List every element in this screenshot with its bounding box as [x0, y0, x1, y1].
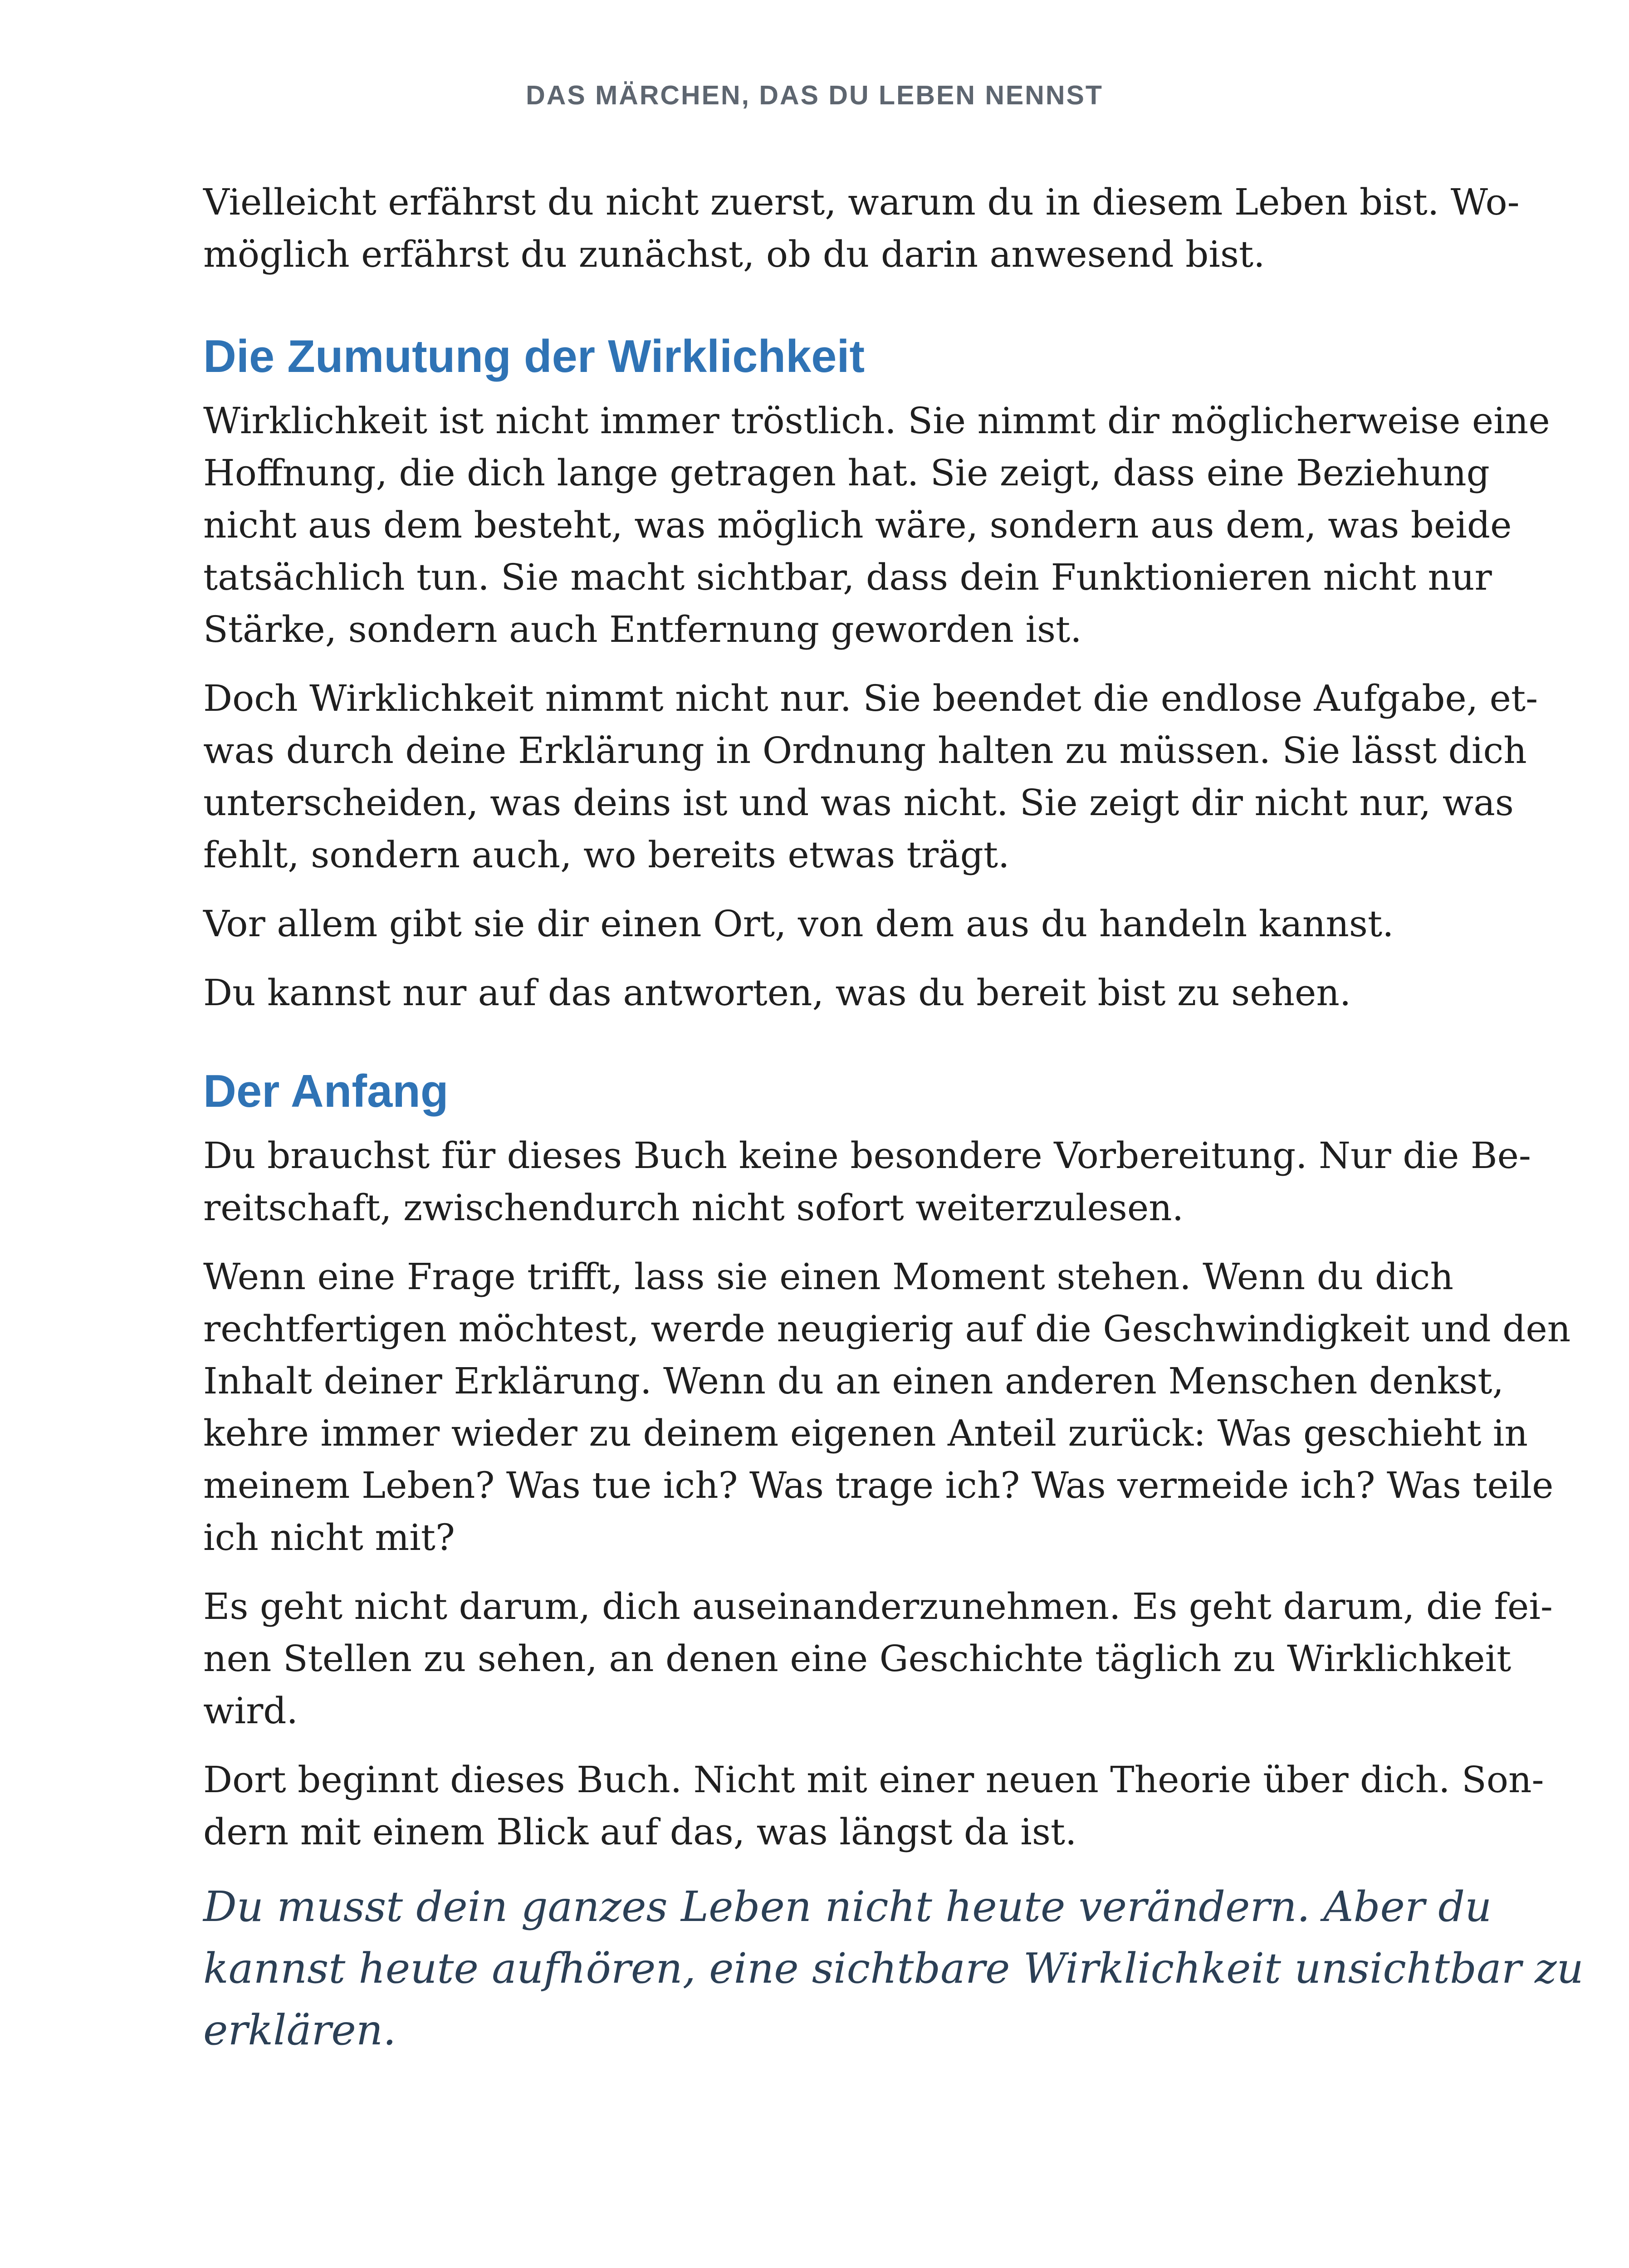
text-line: wird.	[203, 1690, 298, 1732]
text-line: Vor allem gibt sie dir einen Ort, von dem aus du handeln kannst.	[203, 903, 1394, 945]
text-line: rechtfertigen möchtest, werde neugierig auf die Geschwindigkeit und den	[203, 1308, 1571, 1350]
text-line: fehlt, sondern auch, wo bereits etwas trägt.	[203, 834, 1010, 876]
intro-paragraph	[203, 176, 1520, 280]
paragraph	[203, 672, 1538, 881]
paragraph	[203, 1754, 1544, 1858]
quote-line: erklären.	[203, 2006, 396, 2054]
quote-line: Du musst dein ganzes Leben nicht heute verändern. Aber du	[203, 1882, 1492, 1931]
quote-line: kannst heute aufhören, eine sichtbare Wirklichkeit unsichtbar zu	[203, 1944, 1584, 1993]
section-heading-anfang: Der Anfang	[203, 1066, 449, 1117]
text-line: Wirklichkeit ist nicht immer tröstlich. Sie nimmt dir möglicherweise eine	[203, 400, 1550, 442]
paragraph	[203, 898, 1487, 950]
text-line: Vielleicht erfährst du nicht zuerst, warum du in diesem Leben bist. Wo-	[203, 181, 1520, 223]
section-heading-wirklichkeit: Die Zumutung der Wirklichkeit	[203, 331, 865, 382]
paragraph	[203, 395, 1550, 655]
closing-quote	[203, 1876, 1584, 2061]
text-line: dern mit einem Blick auf das, was längst da ist.	[203, 1811, 1077, 1853]
text-line: Wenn eine Frage trifft, lass sie einen Moment stehen. Wenn du dich	[203, 1256, 1453, 1298]
text-line: unterscheiden, was deins ist und was nicht. Sie zeigt dir nicht nur, was	[203, 782, 1514, 824]
text-line: was durch deine Erklärung in Ordnung halten zu müssen. Sie lässt dich	[203, 729, 1527, 772]
text-line: kehre immer wieder zu deinem eigenen Anteil zurück: Was geschieht in	[203, 1412, 1528, 1454]
running-header: DAS MÄRCHEN, DAS DU LEBEN NENNST	[526, 80, 1103, 110]
text-line: ich nicht mit?	[203, 1516, 455, 1559]
text-line: nen Stellen zu sehen, an denen eine Geschichte täglich zu Wirklichkeit	[203, 1637, 1512, 1680]
text-line: Es geht nicht darum, dich auseinanderzunehmen. Es geht darum, die fei-	[203, 1585, 1553, 1628]
paragraph	[203, 1580, 1553, 1737]
text-line: möglich erfährst du zunächst, ob du darin anwesend bist.	[203, 233, 1265, 275]
text-line: Du brauchst für dieses Buch keine besondere Vorbereitung. Nur die Be-	[203, 1134, 1531, 1177]
paragraph	[203, 1251, 1571, 1564]
text-line: Stärke, sondern auch Entfernung geworden ist.	[203, 608, 1082, 650]
paragraph	[203, 1129, 1531, 1234]
text-line: Hoffnung, die dich lange getragen hat. Sie zeigt, dass eine Beziehung	[203, 452, 1490, 494]
text-line: meinem Leben? Was tue ich? Was trage ich? Was vermeide ich? Was teile	[203, 1464, 1554, 1506]
text-line: Dort beginnt dieses Buch. Nicht mit einer neuen Theorie über dich. Son-	[203, 1759, 1544, 1801]
paragraph	[203, 967, 1487, 1019]
text-line: nicht aus dem besteht, was möglich wäre, sondern aus dem, was beide	[203, 504, 1512, 546]
text-line: reitschaft, zwischendurch nicht sofort weiterzulesen.	[203, 1187, 1184, 1229]
text-line: tatsächlich tun. Sie macht sichtbar, dass dein Funktionieren nicht nur	[203, 556, 1492, 598]
text-line: Du kannst nur auf das antworten, was du bereit bist zu sehen.	[203, 972, 1351, 1014]
page-body	[203, 176, 1584, 2061]
text-line: Doch Wirklichkeit nimmt nicht nur. Sie beendet die endlose Aufgabe, et-	[203, 677, 1538, 719]
text-line: Inhalt deiner Erklärung. Wenn du an einen anderen Menschen denkst,	[203, 1360, 1504, 1402]
